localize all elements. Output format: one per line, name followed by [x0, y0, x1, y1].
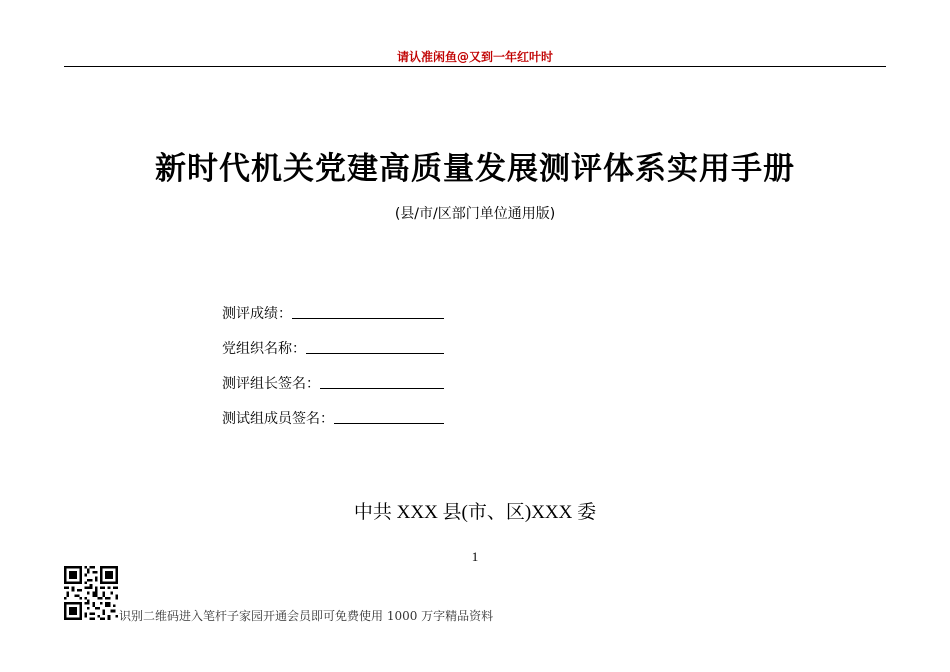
form-label-score: 测评成绩：: [222, 306, 292, 322]
page-number: 1: [471, 549, 479, 564]
form-blank-member-signature[interactable]: [334, 409, 444, 424]
form-blank-score[interactable]: [292, 304, 444, 319]
header-watermark: 请认准闲鱼@又到一年红叶时: [396, 50, 553, 64]
form-row-leader-signature: [222, 358, 444, 393]
signature-form: [222, 288, 444, 428]
form-row-score: [222, 288, 444, 323]
form-blank-org-name[interactable]: [306, 339, 444, 354]
form-blank-leader-signature[interactable]: [320, 374, 444, 389]
form-row-member-signature: [222, 393, 444, 428]
form-label-leader-signature: 测评组长签名：: [222, 376, 320, 392]
form-label-org-name: 党组织名称：: [222, 341, 306, 357]
form-row-org-name: [222, 323, 444, 358]
form-label-member-signature: 测试组成员签名：: [222, 411, 334, 427]
footer-promo-text: 识别二维码进入笔杆子家园开通会员即可免费使用 1000 万字精品资料: [119, 609, 494, 623]
qr-code-icon[interactable]: [64, 566, 118, 620]
header-divider: [64, 66, 886, 67]
issuer-name: 中共 XXX 县(市、区)XXX 委: [353, 502, 597, 523]
document-subtitle: (县/市/区部门单位通用版): [394, 206, 556, 222]
document-title: 新时代机关党建高质量发展测评体系实用手册: [155, 151, 795, 187]
